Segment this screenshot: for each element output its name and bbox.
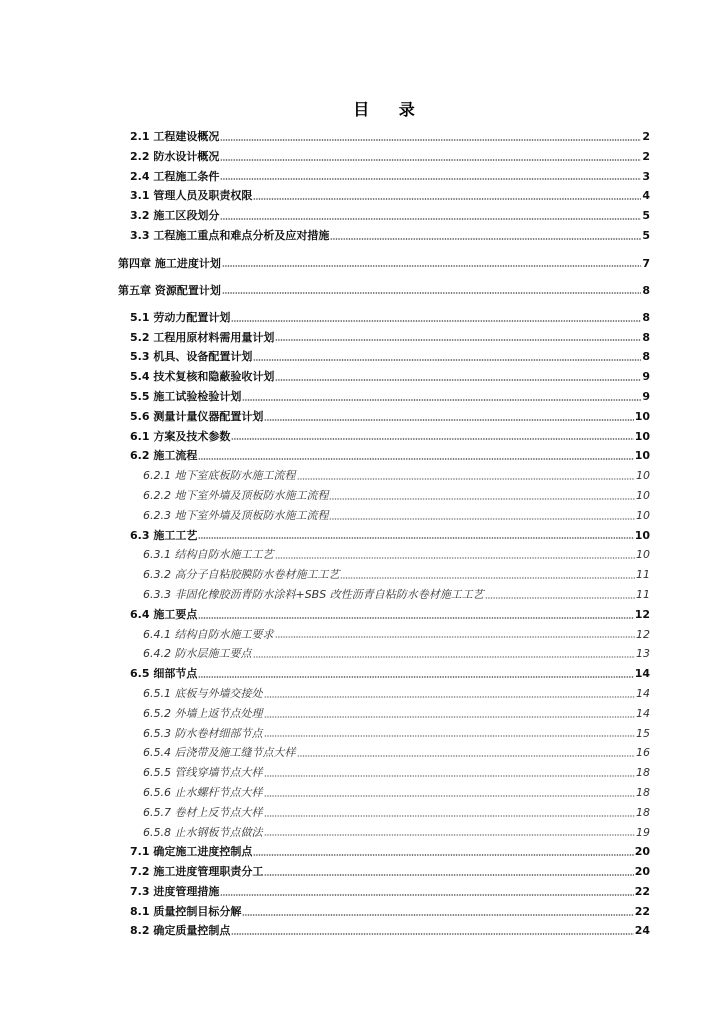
toc-entry-label: 2.4 工程施工条件 (130, 169, 220, 183)
toc-entry-label: 6.5.2 外墙上返节点处理 (143, 706, 263, 720)
toc-entry-page: 10 (634, 528, 650, 542)
toc-entry-page: 22 (634, 904, 650, 918)
toc-subentry (118, 783, 650, 803)
toc-entry (118, 664, 650, 684)
toc-entry-label: 6.4.1 结构自防水施工要求 (143, 627, 274, 641)
toc-chapter-entry (118, 277, 650, 304)
toc-entry (118, 367, 650, 387)
toc-leader (231, 308, 641, 328)
toc-leader (275, 545, 636, 565)
toc-leader (220, 206, 641, 226)
toc-entry-label: 2.2 防水设计概况 (130, 149, 220, 163)
toc-leader (253, 186, 641, 206)
toc-leader (340, 565, 635, 585)
toc-chapter-entry (118, 250, 650, 277)
toc-entry-page: 5 (642, 209, 650, 223)
toc-leader (253, 644, 636, 664)
toc-entry (118, 921, 650, 941)
toc-entry-label: 6.2.3 地下室外墙及顶板防水施工流程 (143, 508, 329, 522)
toc-leader (231, 921, 633, 941)
toc-entry (118, 427, 650, 447)
toc-entry-label: 6.3.3 非固化橡胶沥青防水涂料+SBS 改性沥青自粘防水卷材施工工艺 (143, 587, 484, 601)
toc-entry-label: 3.3 工程施工重点和难点分析及应对措施 (130, 228, 330, 242)
toc-entry-page: 13 (636, 647, 650, 661)
toc-leader (329, 486, 635, 506)
toc-entry-label: 5.5 施工试验检验计划 (130, 389, 242, 403)
toc-entry-page: 20 (634, 845, 650, 859)
toc-entry-label: 8.2 确定质量控制点 (130, 924, 231, 938)
toc-subentry (118, 724, 650, 744)
toc-entry (118, 147, 650, 167)
toc-leader (264, 763, 636, 783)
toc-entry-page: 8 (642, 350, 650, 364)
toc-subentry (118, 684, 650, 704)
toc-leader (264, 684, 636, 704)
toc-leader (264, 823, 636, 843)
toc-leader (220, 167, 641, 187)
toc-subentry (118, 565, 650, 585)
toc-entry-page: 22 (634, 884, 650, 898)
toc-leader (198, 605, 633, 625)
toc-entry-page: 24 (634, 924, 650, 938)
toc-entry-page: 9 (642, 370, 650, 384)
toc-leader (275, 625, 636, 645)
toc-leader (264, 704, 636, 724)
toc-entry (118, 902, 650, 922)
toc-title: 目 录 (353, 100, 427, 119)
toc-subentry (118, 823, 650, 843)
toc-entry (118, 206, 650, 226)
toc-leader (329, 506, 635, 526)
toc-entry-label: 6.5.6 止水螺杆节点大样 (143, 785, 263, 799)
toc-entry-label: 3.2 施工区段划分 (130, 209, 220, 223)
toc-entry-label: 6.3 施工工艺 (130, 528, 198, 542)
toc-entry-label: 6.3.2 高分子自粘胶膜防水卷材施工工艺 (143, 568, 340, 582)
toc-subentry (118, 585, 650, 605)
toc-entry (118, 882, 650, 902)
toc-leader (253, 842, 633, 862)
toc-entry-page: 10 (636, 469, 650, 483)
toc-leader (253, 347, 641, 367)
toc-entry-page: 10 (636, 548, 650, 562)
toc-subentry (118, 704, 650, 724)
toc-entry-label: 5.3 机具、设备配置计划 (130, 350, 253, 364)
toc-entry-page: 14 (634, 667, 650, 681)
toc-entry (118, 347, 650, 367)
toc-leader (264, 724, 636, 744)
toc-entry-label: 6.5.7 卷材上反节点大样 (143, 805, 263, 819)
toc-entry-label: 6.2 施工流程 (130, 449, 198, 463)
toc-entry-page: 10 (634, 409, 650, 423)
toc-entry-page: 10 (634, 429, 650, 443)
toc-leader (297, 466, 636, 486)
toc-entry-page: 10 (634, 449, 650, 463)
toc-entry-page: 15 (636, 726, 650, 740)
toc-entry-page: 5 (642, 228, 650, 242)
toc-leader (264, 407, 633, 427)
toc-entry-label: 6.3.1 结构自防水施工工艺 (143, 548, 274, 562)
toc-entry-page: 14 (636, 706, 650, 720)
toc-entry-page: 8 (642, 330, 650, 344)
toc-subentry (118, 466, 650, 486)
toc-entry-label: 第五章 资源配置计划 (118, 283, 221, 297)
toc-entry-page: 10 (636, 488, 650, 502)
toc-leader (264, 783, 636, 803)
toc-leader (198, 664, 633, 684)
toc-entry-page: 11 (636, 587, 650, 601)
toc-leader (242, 902, 633, 922)
toc-entry (118, 226, 650, 246)
toc-entry-page: 3 (642, 169, 650, 183)
toc-entry (118, 167, 650, 187)
toc-leader (220, 127, 641, 147)
toc-entry (118, 308, 650, 328)
toc-entry-label: 6.4 施工要点 (130, 607, 198, 621)
toc-leader (220, 882, 633, 902)
toc-leader (264, 862, 633, 882)
toc-entry-page: 2 (642, 149, 650, 163)
toc-entry-label: 5.1 劳动力配置计划 (130, 310, 231, 324)
toc-entry-label: 2.1 工程建设概况 (130, 130, 220, 143)
toc-leader (220, 147, 641, 167)
toc-entry-label: 3.1 管理人员及职责权限 (130, 189, 253, 203)
toc-entry-label: 6.5.8 止水钢板节点做法 (143, 825, 263, 839)
toc-entry (118, 407, 650, 427)
toc-leader (330, 226, 641, 246)
toc-entry (118, 387, 650, 407)
toc-entry-page: 18 (636, 805, 650, 819)
toc-subentry (118, 545, 650, 565)
toc-entry-label: 6.5 细部节点 (130, 667, 198, 681)
toc-entry-label: 6.5.1 底板与外墙交接处 (143, 686, 263, 700)
toc-entry (118, 605, 650, 625)
toc-entry-label: 6.5.5 管线穿墙节点大样 (143, 766, 263, 780)
toc-entry-page: 10 (636, 508, 650, 522)
toc-entry-page: 7 (642, 256, 650, 270)
toc-leader (485, 585, 635, 605)
toc-subentry (118, 486, 650, 506)
toc-subentry (118, 506, 650, 526)
toc-leader (297, 743, 636, 763)
toc-entry (118, 446, 650, 466)
toc-entry-page: 2 (642, 130, 650, 143)
toc-entry-label: 6.5.3 防水卷材细部节点 (143, 726, 263, 740)
toc-entry-page: 12 (634, 607, 650, 621)
toc-subentry (118, 625, 650, 645)
toc-entry-label: 5.2 工程用原材料需用量计划 (130, 330, 275, 344)
toc-entry-page: 18 (636, 785, 650, 799)
toc-entry-page: 8 (642, 283, 650, 297)
toc-entry-label: 6.4.2 防水层施工要点 (143, 647, 252, 661)
toc-leader (242, 387, 641, 407)
toc-entry (118, 328, 650, 348)
toc-entry-label: 第四章 施工进度计划 (118, 256, 221, 270)
toc-entry (118, 862, 650, 882)
toc-entry-label: 6.2.2 地下室外墙及顶板防水施工流程 (143, 488, 329, 502)
toc-subentry (118, 803, 650, 823)
toc-entry-page: 16 (636, 746, 650, 760)
toc-entry-label: 5.6 测量计量仪器配置计划 (130, 409, 264, 423)
toc-entry-label: 7.1 确定施工进度控制点 (130, 845, 253, 859)
toc-entry-label: 7.3 进度管理措施 (130, 884, 220, 898)
toc-entry-page: 12 (636, 627, 650, 641)
toc-entry (118, 127, 650, 147)
toc-entry-page: 11 (636, 568, 650, 582)
toc-leader (222, 250, 642, 277)
toc-entry (118, 186, 650, 206)
toc-leader (275, 328, 641, 348)
toc-entry-label: 8.1 质量控制目标分解 (130, 904, 242, 918)
toc-leader (264, 803, 636, 823)
toc-entry-page: 9 (642, 389, 650, 403)
toc-subentry (118, 644, 650, 664)
table-of-contents (118, 127, 650, 941)
toc-entry (118, 526, 650, 546)
toc-entry-page: 19 (636, 825, 650, 839)
toc-subentry (118, 763, 650, 783)
toc-subentry (118, 743, 650, 763)
toc-entry-label: 6.1 方案及技术参数 (130, 429, 231, 443)
toc-entry-page: 8 (642, 310, 650, 324)
toc-entry-label: 6.5.4 后浇带及施工缝节点大样 (143, 746, 296, 760)
toc-entry-label: 5.4 技术复核和隐蔽验收计划 (130, 370, 275, 384)
toc-leader (222, 277, 642, 304)
toc-entry-page: 20 (634, 865, 650, 879)
toc-entry-label: 7.2 施工进度管理职责分工 (130, 865, 264, 879)
toc-entry-page: 4 (642, 189, 650, 203)
toc-leader (198, 526, 633, 546)
toc-leader (231, 427, 633, 447)
toc-entry-page: 18 (636, 766, 650, 780)
toc-leader (198, 446, 633, 466)
toc-entry-label: 6.2.1 地下室底板防水施工流程 (143, 469, 296, 483)
toc-entry (118, 842, 650, 862)
toc-leader (275, 367, 641, 387)
toc-entry-page: 14 (636, 686, 650, 700)
